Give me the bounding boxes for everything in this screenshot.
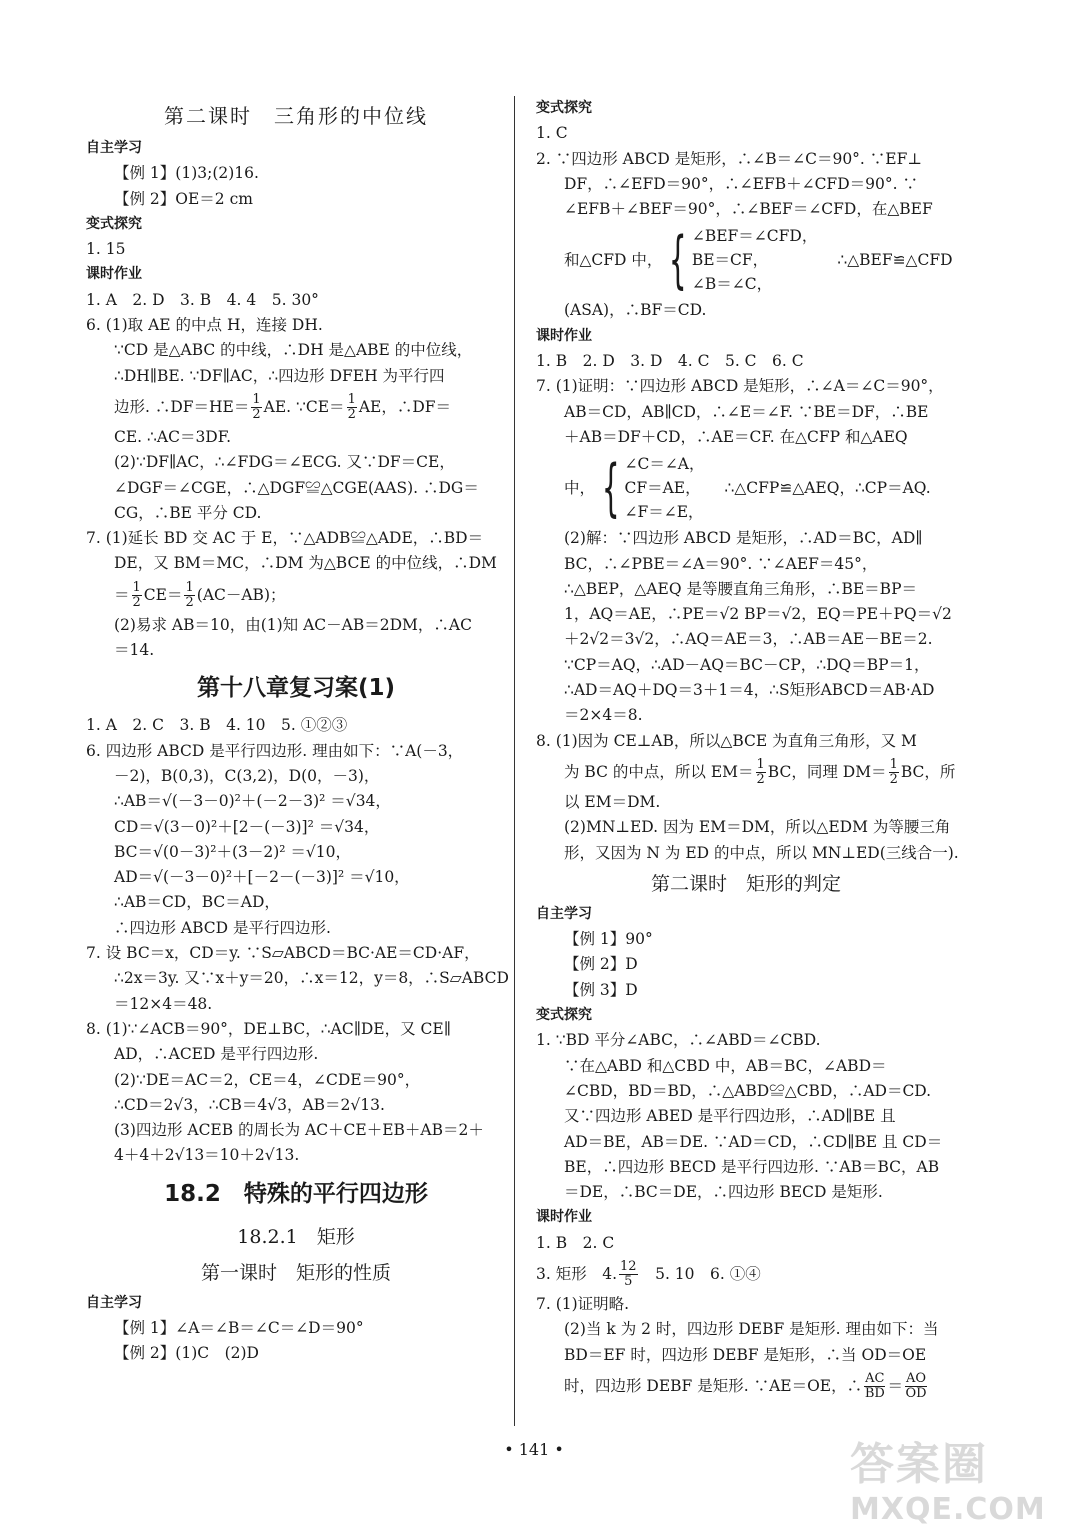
answer-line: ＝14. [114,641,155,660]
answer-line: 1，AQ＝AE，∴PE＝√2 BP＝√2，EQ＝PE＋PQ＝√2 [564,605,952,624]
answer-line: BC，∴∠PBE＝∠A＝90°. ∵∠AEF＝45°， [564,554,878,573]
answer-line: AD＝√(－3－0)²＋[－2－(－3)]² ＝√10， [114,868,410,887]
answer-line: 2. ∵四边形 ABCD 是矩形，∴∠B＝∠C＝90°. ∵EF⊥ [536,149,922,168]
text-segment: 时，四边形 DEBF 是矩形. ∵AE＝OE，∴ [564,1376,863,1395]
page-number: • 141 • [504,1440,564,1459]
answer-line: 【例 2】D [564,955,638,974]
answer-line: 【例 2】OE＝2 cm [114,189,253,208]
denominator: 5 [624,1274,633,1290]
answer-line: (2)∵DE＝AC＝2，CE＝4，∠CDE＝90°， [114,1070,421,1089]
text-segment: ∴△CFP≌△AEQ，∴CP＝AQ. [724,478,931,497]
numerator: 1 [756,757,765,773]
answer-line: 【例 1】∠A＝∠B＝∠C＝∠D＝90° [114,1318,364,1337]
lesson-title: 第一课时 矩形的性质 [200,1261,391,1284]
text-segment: CE＝ [143,585,183,604]
brace-item: ∠B＝∠C， [691,275,773,294]
answer-line: AD＝BE，AB＝DE. ∵AD＝CD，∴CD∥BE 且 CD＝ [564,1132,943,1151]
answer-line: 【例 2】(1)C (2)D [114,1344,259,1363]
answer-line: 1. B 2. C [536,1233,615,1252]
lesson-title: 第二课时 三角形的中位线 [164,104,428,128]
left-brace-icon: { [601,451,620,525]
text-segment: BC，所 [900,762,956,781]
answer-line-with-fraction [86,577,506,613]
answer-line: ∠DGF＝∠CGE，∴△DGF≌△CGE(AAS). ∴DG＝ [114,478,479,497]
denominator: 2 [889,772,898,788]
denominator: 2 [252,407,261,423]
text-segment: ＝ [887,1376,903,1395]
watermark-top: 答案圈 [850,1439,988,1490]
answer-line: ＋AB＝DF＋CD，∴AE＝CF. 在△CFP 和△AEQ [564,427,908,446]
left-brace-icon: { [669,223,687,297]
watermark-logo [850,1428,1046,1528]
text-segment: ∴△BEF≌△CFD [837,250,953,269]
answer-line: 【例 1】(1)3;(2)16. [114,164,259,183]
numerator: 1 [185,580,194,596]
fraction [347,393,357,422]
section-label: 自主学习 [86,1294,142,1311]
subsection-title: 18.2.1 矩形 [237,1225,355,1248]
answer-line: 7. 设 BC＝x，CD＝y. ∵S▱ABCD＝BC·AE＝CD·AF， [86,944,480,963]
answer-line: 【例 3】D [564,980,638,999]
left-column [86,96,509,1367]
text-segment: AE，∴DF＝ [358,397,452,416]
brace-items [692,224,817,296]
lesson-title: 第二课时 矩形的判定 [650,872,841,895]
answer-line: CD＝√(3－0)²＋[2－(－3)]² ＝√34， [114,817,380,836]
fraction [251,393,261,422]
answer-line: 1. 15 [86,240,126,259]
answer-line: CG，∴BE 平分 CD. [114,503,262,522]
section-label: 课时作业 [536,327,592,344]
section-label: 变式探究 [536,100,592,116]
fraction [756,758,766,787]
brace-wrap [564,450,956,526]
section-label: 课时作业 [86,266,142,283]
text-segment: (AC－AB)； [196,585,286,604]
numerator: 12 [620,1259,637,1275]
answer-line: 8. (1)∵∠ACB＝90°，DE⊥BC，∴AC∥DE，又 CE∥ [86,1019,451,1038]
answer-line: BE，∴四边形 BECD 是平行四边形. ∵AB＝BC，AB [564,1157,940,1176]
fraction [619,1260,638,1289]
answer-line: (3)四边形 ACEB 的周长为 AC＋CE＋EB＋AB＝2＋ [114,1121,484,1140]
numerator: 1 [347,392,356,408]
answer-line: AB＝CD，AB∥CD，∴∠E＝∠F. ∵BE＝DF，∴BE [564,402,929,421]
denominator: 2 [756,772,765,788]
answer-line: (2)解：∵四边形 ABCD 是矩形，∴AD＝BC，AD∥ [564,529,923,548]
answer-line: 1. B 2. D 3. D 4. C 5. C 6. C [536,352,804,371]
answer-line: 1. A 2. D 3. B 4. 4 5. 30° [86,290,319,309]
numerator: 1 [252,392,261,408]
text-segment: 3. 矩形 4. [536,1264,618,1283]
numerator: 1 [889,757,898,773]
fraction [905,1372,927,1401]
fraction [184,581,194,610]
answer-line: ∴AB＝√(－3－0)²＋(－2－3)² ＝√34， [114,792,391,811]
answer-line: ∴AD＝AQ＋DQ＝3＋1＝4，∴S矩形ABCD＝AB·AD [564,681,935,700]
text-segment: 中， [564,478,596,497]
answer-line: ∵在△ABD 和△CBD 中，AB＝BC，∠ABD＝ [564,1056,887,1075]
denominator: 2 [347,407,356,423]
numerator: AO [906,1371,927,1387]
answer-line: BC＝√(0－3)²＋(3－2)² ＝√10， [114,842,352,861]
answer-line: DF，∴∠EFD＝90°，∴∠EFB＋∠CFD＝90°. ∵ [564,174,918,193]
denominator: OD [905,1386,927,1402]
answer-line: －2)，B(0,3)，C(3,2)，D(0，－3)， [114,766,380,785]
answer-line: 8. (1)因为 CE⊥AB，所以△BCE 为直角三角形，又 M [536,731,917,750]
right-column [536,96,959,1404]
column-divider [514,96,515,1426]
numerator: 1 [132,580,141,596]
denominator: BD [864,1386,885,1402]
section-label: 自主学习 [536,905,592,922]
answer-line: 又∵四边形 ABED 是平行四边形，∴AD∥BE 且 [564,1107,896,1126]
answer-line: 【例 1】90° [564,930,653,949]
text-segment: 和△CFD 中， [564,250,663,269]
answer-line: ∴AB＝CD，BC＝AD， [114,893,280,912]
section-title: 18.2 特殊的平行四边形 [164,1180,428,1207]
brace-system [536,222,956,298]
denominator: 2 [185,595,194,611]
chapter-title: 第十八章复习案(1) [196,675,396,702]
answer-line: 7. (1)延长 BD 交 AC 于 E，∵△ADB≌△ADE，∴BD＝ [86,529,484,548]
answer-line: 形，又因为 N 为 ED 的中点，所以 MN⊥ED(三线合一). [564,843,959,862]
answer-line-with-fraction [536,1368,956,1404]
answer-line: 1. ∵BD 平分∠ABC，∴∠ABD＝∠CBD. [536,1031,821,1050]
answer-line: BD＝EF 时，四边形 DEBF 是矩形，∴当 OD＝OE [564,1345,927,1364]
brace-item: ∠BEF＝∠CFD， [691,227,818,246]
numerator: AC [865,1371,885,1387]
text-segment: 5. 10 6. ①④ [655,1264,761,1283]
brace-item: CF＝AE， [624,479,701,498]
answer-line: ∴CD＝2√3，∴CB＝4√3，AB＝2√13. [114,1095,385,1114]
answer-line: ∵CD 是△ABC 的中线，∴DH 是△ABE 的中位线， [114,341,473,360]
answer-line: (2)当 k 为 2 时，四边形 DEBF 是矩形. 理由如下：当 [564,1320,939,1339]
section-label: 自主学习 [86,140,142,156]
answer-line: 7. (1)证明略. [536,1294,630,1313]
answer-line: 1. A 2. C 3. B 4. 10 5. ①②③ [86,716,348,735]
answer-line: AD，∴ACED 是平行四边形. [114,1045,319,1064]
brace-item: ∠C＝∠A， [624,455,705,474]
fraction [132,581,142,610]
text-segment: AE. ∵CE＝ [263,397,345,416]
text-segment: 为 BC 的中点，所以 EM＝ [564,762,754,781]
answer-line-with-fraction [86,389,506,425]
answer-line: ＝DE，∴BC＝DE，∴四边形 BECD 是矩形. [564,1183,883,1202]
text-segment: BC，同理 DM＝ [767,762,887,781]
watermark-bottom: MXQE.COM [850,1492,1046,1527]
brace-system [536,450,956,526]
denominator: 2 [132,595,141,611]
answer-line: 1. C [536,124,568,143]
answer-line: ∴2x＝3y. 又∵x＋y＝20，∴x＝12，y＝8，∴S▱ABCD [114,969,509,988]
answer-line: 7. (1)证明：∵四边形 ABCD 是矩形，∴∠A＝∠C＝90°， [536,377,944,396]
section-label: 变式探究 [86,215,142,232]
brace-items [624,452,704,524]
answer-line-with-fraction [536,754,956,790]
answer-line: ∵CP＝AQ，∴AD－AQ＝BC－CP，∴DQ＝BP＝1， [564,655,930,674]
brace-item: BE＝CF， [691,251,769,270]
answer-line-with-fraction [536,1256,956,1292]
brace-item: ∠F＝∠E， [624,503,704,522]
answer-line: ＋2√2＝3√2，∴AQ＝AE＝3，∴AB＝AE－BE＝2. [564,630,933,649]
answer-line: CE. ∴AC＝3DF. [114,427,231,446]
answer-line: ∴DH∥BE. ∵DF∥AC，∴四边形 DFEH 为平行四 [114,366,445,385]
answer-line: 4＋4＋2√13＝10＋2√13. [114,1146,300,1165]
answer-line: ＝2×4＝8. [564,706,643,725]
fraction [864,1372,885,1401]
answer-line: (ASA)，∴BF＝CD. [564,301,707,320]
answer-line: DE，又 BM＝MC，∴DM 为△BCE 的中位线，∴DM [114,554,497,573]
answer-line: (2)易求 AB＝10，由(1)知 AC－AB＝2DM，∴AC [114,615,472,634]
answer-line: (2)MN⊥ED. 因为 EM＝DM，所以△EDM 为等腰三角 [564,818,951,837]
answer-line: ＝12×4＝48. [114,994,213,1013]
section-label: 变式探究 [536,1007,592,1024]
text-segment: 边形. ∴DF＝HE＝ [114,397,250,416]
fraction [889,758,899,787]
answer-line: ∠CBD，BD＝BD，∴△ABD≌△CBD，∴AD＝CD. [564,1081,932,1100]
answer-line: 6. 四边形 ABCD 是平行四边形. 理由如下：∵A(－3， [86,741,464,760]
brace-wrap [564,222,956,298]
answer-line: 以 EM＝DM. [564,792,661,811]
answer-line: 6. (1)取 AE 的中点 H，连接 DH. [86,316,323,335]
answer-line: ∠EFB＋∠BEF＝90°，∴∠BEF＝∠CFD，在△BEF [564,200,933,219]
section-label: 课时作业 [536,1209,592,1226]
answer-line: ∴四边形 ABCD 是平行四边形. [114,918,331,937]
text-segment: ＝ [114,585,130,604]
answer-line: ∴△BEP，△AEQ 是等腰直角三角形，∴BE＝BP＝ [564,579,918,598]
answer-line: (2)∵DF∥AC，∴∠FDG＝∠ECG. 又∵DF＝CE， [114,453,455,472]
